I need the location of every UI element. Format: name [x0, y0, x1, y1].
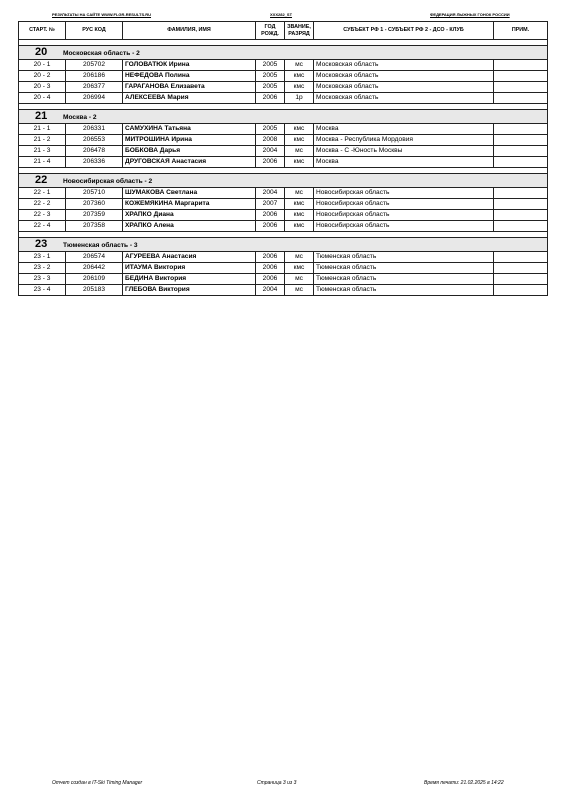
table-row: [19, 124, 548, 135]
start-number-cell: 21 - 1: [19, 124, 66, 135]
note-cell: [494, 263, 548, 274]
note-cell: [494, 93, 548, 104]
subject-cell: Московская область: [314, 93, 494, 104]
start-number-cell: 20 - 3: [19, 82, 66, 93]
birth-year-cell: 2007: [256, 199, 285, 210]
rus-code-cell: 207359: [66, 210, 123, 221]
header-note: ПРИМ.: [494, 22, 548, 40]
note-cell: [494, 124, 548, 135]
team-group-cell: [19, 110, 548, 124]
rank-cell: кмс: [285, 210, 314, 221]
rank-cell: кмс: [285, 263, 314, 274]
rus-code-cell: 206574: [66, 252, 123, 263]
subject-cell: Москва: [314, 124, 494, 135]
subject-cell: Новосибирская область: [314, 210, 494, 221]
doc-code: XXX282_ST: [270, 12, 293, 17]
table-row: [19, 71, 548, 82]
rus-code-cell: 206442: [66, 263, 123, 274]
table-row: [19, 135, 548, 146]
rank-cell: мс: [285, 285, 314, 296]
table-row: [19, 188, 548, 199]
note-cell: [494, 157, 548, 168]
rank-cell: мс: [285, 188, 314, 199]
note-cell: [494, 274, 548, 285]
start-number-cell: 22 - 1: [19, 188, 66, 199]
athlete-name-cell: БЕДИНА Виктория: [123, 274, 256, 285]
athlete-name-cell: МИТРОШИНА Ирина: [123, 135, 256, 146]
rus-code-cell: 206553: [66, 135, 123, 146]
start-number-cell: 22 - 3: [19, 210, 66, 221]
rank-cell: кмс: [285, 124, 314, 135]
subject-cell: Москва - С -Юность Москвы: [314, 146, 494, 157]
start-number-cell: 23 - 3: [19, 274, 66, 285]
header-year: ГОД РОЖД.: [256, 22, 285, 40]
rus-code-cell: 206377: [66, 82, 123, 93]
team-title: Московская область - 2: [63, 49, 140, 57]
subject-cell: Тюменская область: [314, 263, 494, 274]
team-group-header: [19, 46, 548, 60]
athlete-name-cell: ГОЛОВАТЮК Ирина: [123, 60, 256, 71]
rus-code-cell: 205702: [66, 60, 123, 71]
athlete-name-cell: КОЖЕМЯКИНА Маргарита: [123, 199, 256, 210]
birth-year-cell: 2006: [256, 252, 285, 263]
table-row: [19, 93, 548, 104]
birth-year-cell: 2004: [256, 188, 285, 199]
rank-cell: мс: [285, 60, 314, 71]
note-cell: [494, 188, 548, 199]
rus-code-cell: 206336: [66, 157, 123, 168]
subject-cell: Московская область: [314, 60, 494, 71]
rus-code-cell: 206186: [66, 71, 123, 82]
start-number-cell: 20 - 1: [19, 60, 66, 71]
team-title: Тюменская область - 3: [63, 241, 138, 249]
start-number-cell: 20 - 2: [19, 71, 66, 82]
athlete-name-cell: ДРУГОВСКАЯ Анастасия: [123, 157, 256, 168]
birth-year-cell: 2006: [256, 221, 285, 232]
table-row: [19, 221, 548, 232]
team-number: 21: [35, 109, 48, 122]
team-number: 20: [35, 45, 48, 58]
footer-page: Страница 3 из 3: [257, 780, 297, 786]
header-row: [19, 22, 548, 40]
note-cell: [494, 135, 548, 146]
rank-cell: мс: [285, 146, 314, 157]
birth-year-cell: 2005: [256, 71, 285, 82]
athlete-name-cell: ХРАПКО Алена: [123, 221, 256, 232]
team-title: Москва - 2: [63, 113, 97, 121]
subject-cell: Московская область: [314, 71, 494, 82]
start-number-cell: 23 - 2: [19, 263, 66, 274]
rus-code-cell: 205710: [66, 188, 123, 199]
note-cell: [494, 71, 548, 82]
start-number-cell: 21 - 3: [19, 146, 66, 157]
athlete-name-cell: АЛЕКСЕЕВА Мария: [123, 93, 256, 104]
birth-year-cell: 2005: [256, 60, 285, 71]
table-row: [19, 263, 548, 274]
start-number-cell: 22 - 2: [19, 199, 66, 210]
header-subject: СУБЪЕКТ РФ 1 - СУБЪЕКТ РФ 2 - ДСО - КЛУБ: [314, 22, 494, 40]
note-cell: [494, 146, 548, 157]
subject-cell: Тюменская область: [314, 252, 494, 263]
results-table: [18, 21, 548, 296]
team-group-cell: [19, 174, 548, 188]
athlete-name-cell: АГУРЕЕВА Анастасия: [123, 252, 256, 263]
team-number: 22: [35, 173, 48, 186]
rank-cell: мс: [285, 274, 314, 285]
start-number-cell: 21 - 2: [19, 135, 66, 146]
subject-cell: Новосибирская область: [314, 221, 494, 232]
site-link[interactable]: РЕЗУЛЬТАТЫ НА САЙТЕ WWW.FLGR-RESULTS.RU: [52, 12, 152, 17]
table-row: [19, 82, 548, 93]
rank-cell: мс: [285, 252, 314, 263]
athlete-name-cell: САМУХИНА Татьяна: [123, 124, 256, 135]
team-group-header: [19, 238, 548, 252]
subject-cell: Новосибирская область: [314, 199, 494, 210]
birth-year-cell: 2006: [256, 157, 285, 168]
birth-year-cell: 2004: [256, 146, 285, 157]
birth-year-cell: 2006: [256, 274, 285, 285]
rank-cell: кмс: [285, 157, 314, 168]
table-row: [19, 210, 548, 221]
team-group-cell: [19, 46, 548, 60]
birth-year-cell: 2004: [256, 285, 285, 296]
table-row: [19, 157, 548, 168]
start-number-cell: 22 - 4: [19, 221, 66, 232]
table-row: [19, 285, 548, 296]
table-row: [19, 146, 548, 157]
team-title: Новосибирская область - 2: [63, 177, 153, 185]
note-cell: [494, 199, 548, 210]
birth-year-cell: 2005: [256, 82, 285, 93]
note-cell: [494, 285, 548, 296]
subject-cell: Тюменская область: [314, 285, 494, 296]
subject-cell: Москва: [314, 157, 494, 168]
birth-year-cell: 2005: [256, 124, 285, 135]
header-rank: ЗВАНИЕ, РАЗРЯД: [285, 22, 314, 40]
footer-print-time: Время печати: 21.02.2025 в 14:22: [424, 780, 504, 786]
team-group-cell: [19, 238, 548, 252]
header-start: СТАРТ. №: [19, 22, 66, 40]
athlete-name-cell: БОБКОВА Дарья: [123, 146, 256, 157]
athlete-name-cell: НЕФЕДОВА Полина: [123, 71, 256, 82]
athlete-name-cell: ГАРАГАНОВА Елизавета: [123, 82, 256, 93]
rank-cell: кмс: [285, 135, 314, 146]
note-cell: [494, 210, 548, 221]
footer-generator: Отчет создан в IT-Ski Timing Manager: [52, 780, 143, 786]
note-cell: [494, 60, 548, 71]
birth-year-cell: 2006: [256, 93, 285, 104]
rank-cell: 1р: [285, 93, 314, 104]
rus-code-cell: 206331: [66, 124, 123, 135]
table-row: [19, 252, 548, 263]
team-number: 23: [35, 237, 48, 250]
birth-year-cell: 2006: [256, 263, 285, 274]
start-number-cell: 20 - 4: [19, 93, 66, 104]
note-cell: [494, 221, 548, 232]
start-number-cell: 21 - 4: [19, 157, 66, 168]
start-number-cell: 23 - 4: [19, 285, 66, 296]
header-name: ФАМИЛИЯ, ИМЯ: [123, 22, 256, 40]
athlete-name-cell: ХРАПКО Диана: [123, 210, 256, 221]
rus-code-cell: 206994: [66, 93, 123, 104]
athlete-name-cell: ШУМАКОВА Светлана: [123, 188, 256, 199]
athlete-name-cell: ИТАУМА Виктория: [123, 263, 256, 274]
subject-cell: Тюменская область: [314, 274, 494, 285]
rank-cell: кмс: [285, 71, 314, 82]
subject-cell: Московская область: [314, 82, 494, 93]
subject-cell: Москва - Республика Мордовия: [314, 135, 494, 146]
athlete-name-cell: ГЛЕБОВА Виктория: [123, 285, 256, 296]
birth-year-cell: 2006: [256, 210, 285, 221]
team-group-header: [19, 174, 548, 188]
team-group-header: [19, 110, 548, 124]
header-code: РУС КОД: [66, 22, 123, 40]
rank-cell: кмс: [285, 82, 314, 93]
rus-code-cell: 205183: [66, 285, 123, 296]
rus-code-cell: 207360: [66, 199, 123, 210]
rus-code-cell: 206478: [66, 146, 123, 157]
start-number-cell: 23 - 1: [19, 252, 66, 263]
federation-name: ФЕДЕРАЦИЯ ЛЫЖНЫХ ГОНОК РОССИИ: [430, 12, 510, 17]
rank-cell: кмс: [285, 199, 314, 210]
subject-cell: Новосибирская область: [314, 188, 494, 199]
note-cell: [494, 82, 548, 93]
results-body: [19, 40, 548, 296]
rank-cell: кмс: [285, 221, 314, 232]
rus-code-cell: 207358: [66, 221, 123, 232]
table-row: [19, 274, 548, 285]
note-cell: [494, 252, 548, 263]
birth-year-cell: 2008: [256, 135, 285, 146]
table-row: [19, 60, 548, 71]
rus-code-cell: 206109: [66, 274, 123, 285]
table-row: [19, 199, 548, 210]
